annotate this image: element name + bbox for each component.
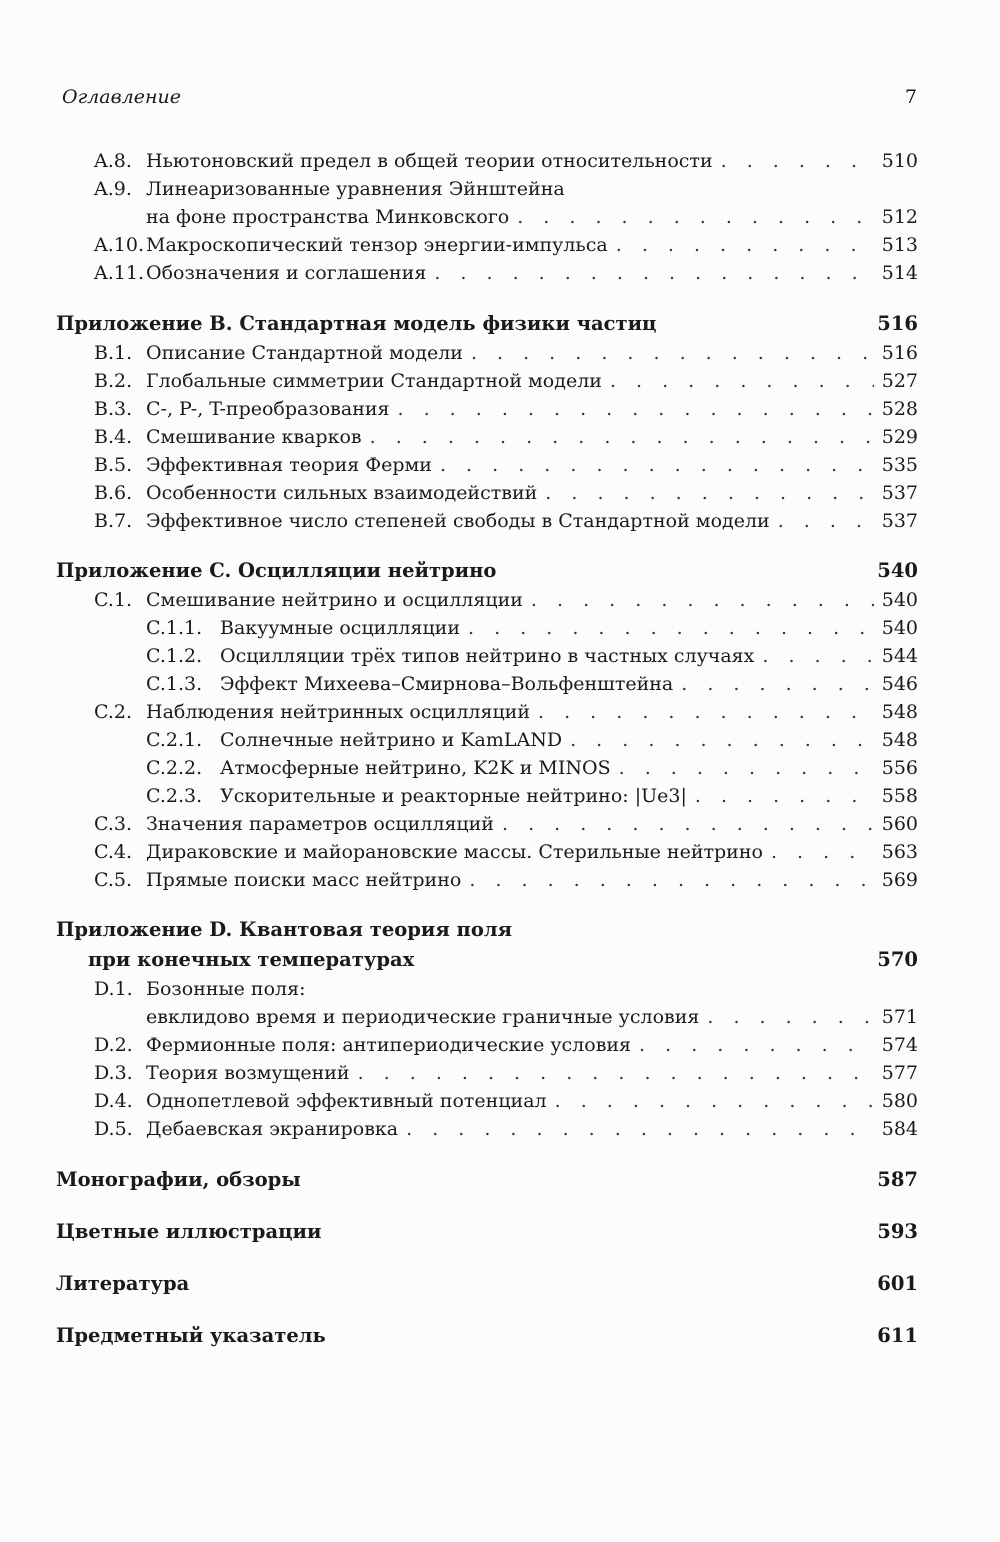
toc-entry-d5[interactable]: D.5. Дебаевская экранировка . . . 584 <box>56 1118 918 1146</box>
toc-entry-c1-2[interactable]: C.1.2. Осцилляции трёх типов нейтрино в частных случаях . . . 544 <box>56 645 918 673</box>
toc-entry-a8[interactable]: A.8. Ньютоновский предел в общей теории относительности . . . 510 <box>56 150 918 178</box>
toc-entry-c4[interactable]: C.4. Дираковские и майорановские массы. Стерильные нейтрино . . . 563 <box>56 841 918 869</box>
toc-entry-c2-2[interactable]: C.2.2. Атмосферные нейтрино, K2K и MINOS . . . 556 <box>56 757 918 785</box>
toc-entry-b2[interactable]: B.2. Глобальные симметрии Стандартной модели . . . 527 <box>56 370 918 398</box>
toc-entry-c1-3[interactable]: C.1.3. Эффект Михеева–Смирнова–Вольфенштейна . . . 546 <box>56 673 918 701</box>
toc-entry-d1[interactable]: D.1. Бозонные поля: <box>94 978 306 1000</box>
page-number: 7 <box>904 86 917 108</box>
toc-entry-a11[interactable]: A.11. Обозначения и соглашения . . . 514 <box>56 262 918 290</box>
toc-entry-d2[interactable]: D.2. Фермионные поля: антипериодические условия . . . 574 <box>56 1034 918 1062</box>
toc-entry-c1-1[interactable]: C.1.1. Вакуумные осцилляции . . . 540 <box>56 617 918 645</box>
toc-entry-b4[interactable]: B.4. Смешивание кварков . . . 529 <box>56 426 918 454</box>
toc-entry-b3[interactable]: B.3. C-, P-, T-преобразования . . . 528 <box>56 398 918 426</box>
toc-entry-a9[interactable]: A.9. Линеаризованные уравнения Эйнштейна <box>94 178 565 200</box>
toc-entry-c1[interactable]: C.1. Смешивание нейтрино и осцилляции . . . 540 <box>56 589 918 617</box>
running-header-title: Оглавление <box>62 86 182 108</box>
toc-chapter-appendix-d-cont[interactable]: при конечных температурах 570 <box>88 948 918 971</box>
toc-entry-d4[interactable]: D.4. Однопетлевой эффективный потенциал . . . 580 <box>56 1090 918 1118</box>
toc-chapter-appendix-b[interactable]: Приложение B. Стандартная модель физики частиц 516 <box>56 312 918 335</box>
toc-entry-c2-3[interactable]: C.2.3. Ускорительные и реакторные нейтрино: |Ue3| . . . 558 <box>56 785 918 813</box>
toc-entry-b5[interactable]: B.5. Эффективная теория Ферми . . . 535 <box>56 454 918 482</box>
toc-entry-c3[interactable]: C.3. Значения параметров осцилляций . . . 560 <box>56 813 918 841</box>
toc-chapter-subject-index[interactable]: Предметный указатель 611 <box>56 1324 918 1347</box>
toc-entry-b1[interactable]: B.1. Описание Стандартной модели . . . 516 <box>56 342 918 370</box>
toc-entry-c5[interactable]: C.5. Прямые поиски масс нейтрино . . . 569 <box>56 869 918 897</box>
toc-entry-c2[interactable]: C.2. Наблюдения нейтринных осцилляций . . . 548 <box>56 701 918 729</box>
toc-chapter-appendix-c[interactable]: Приложение C. Осцилляции нейтрино 540 <box>56 559 918 582</box>
toc-entry-a9-cont[interactable]: на фоне пространства Минковского . . . 512 <box>56 206 918 234</box>
table-of-contents <box>56 150 918 1354</box>
toc-entry-b6[interactable]: B.6. Особенности сильных взаимодействий . . . 537 <box>56 482 918 510</box>
toc-entry-b7[interactable]: B.7. Эффективное число степеней свободы в Стандартной модели . . . 537 <box>56 510 918 538</box>
running-header <box>62 86 917 114</box>
toc-chapter-literature[interactable]: Литература 601 <box>56 1272 918 1295</box>
toc-chapter-color-illustrations[interactable]: Цветные иллюстрации 593 <box>56 1220 918 1243</box>
toc-entry-d1-cont[interactable]: евклидово время и периодические граничные условия . . . 571 <box>56 1006 918 1034</box>
toc-entry-a10[interactable]: A.10. Макроскопический тензор энергии-импульса . . . 513 <box>56 234 918 262</box>
toc-chapter-monographs[interactable]: Монографии, обзоры 587 <box>56 1168 918 1191</box>
toc-entry-d3[interactable]: D.3. Теория возмущений . . . 577 <box>56 1062 918 1090</box>
toc-chapter-appendix-d[interactable]: Приложение D. Квантовая теория поля <box>56 918 512 941</box>
toc-entry-c2-1[interactable]: C.2.1. Солнечные нейтрино и KamLAND . . . 548 <box>56 729 918 757</box>
